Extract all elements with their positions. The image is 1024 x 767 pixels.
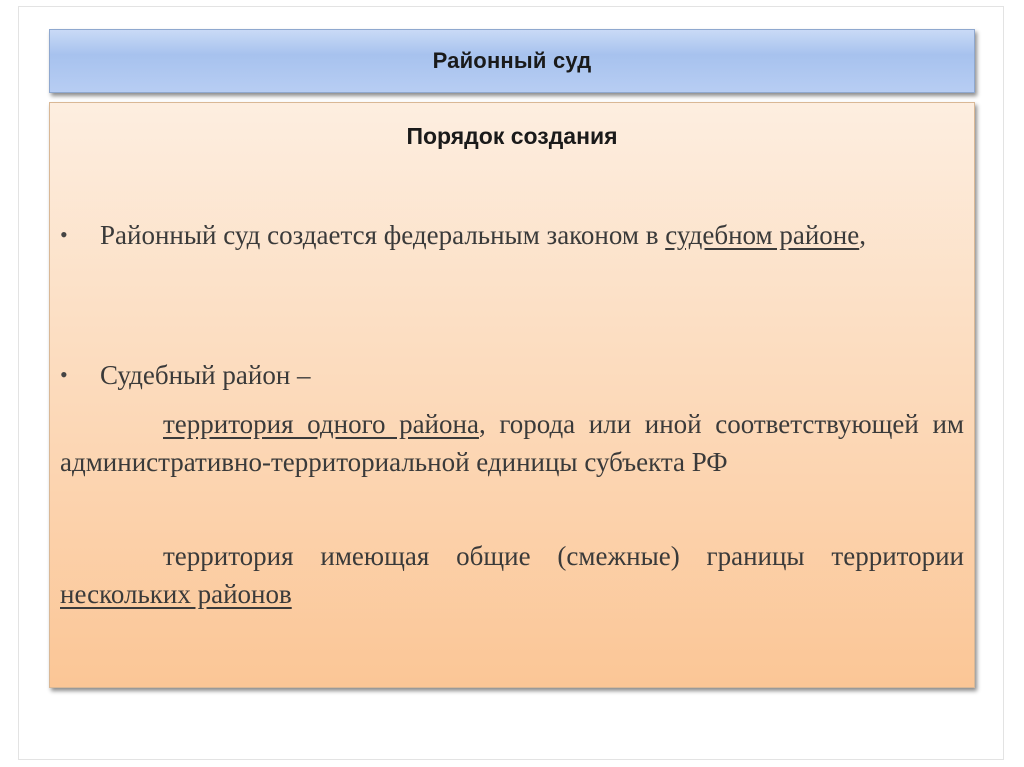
bullet-item-judicial-district [60,356,964,394]
bullet-text [100,216,964,254]
section-heading: Порядок создания [406,123,618,149]
paragraph-text: , города или иной соответствующей им административно-территориальной единицы субъекта РФ [60,409,964,477]
bullet-item-court-creation [60,216,964,254]
bullet-text: Судебный район – [100,360,311,390]
title-banner [49,29,975,93]
definition-paragraph-2 [60,537,964,613]
content-panel [49,102,975,688]
bullet-icon: • [60,362,68,387]
underlined-term-one-district: территория одного района [163,409,479,439]
underlined-term-several-districts: нескольких районов [60,579,292,609]
bullet-text-part: , [859,220,866,250]
definition-paragraph-1 [60,405,964,481]
underlined-term-judicial-district: судебном районе [665,220,860,250]
slide-title: Районный суд [432,48,592,73]
bullet-icon: • [60,222,68,247]
paragraph-text: территория имеющая общие (смежные) границы территории [163,541,964,571]
bullet-text-part: Районный суд создается федеральным законом в [100,220,666,250]
